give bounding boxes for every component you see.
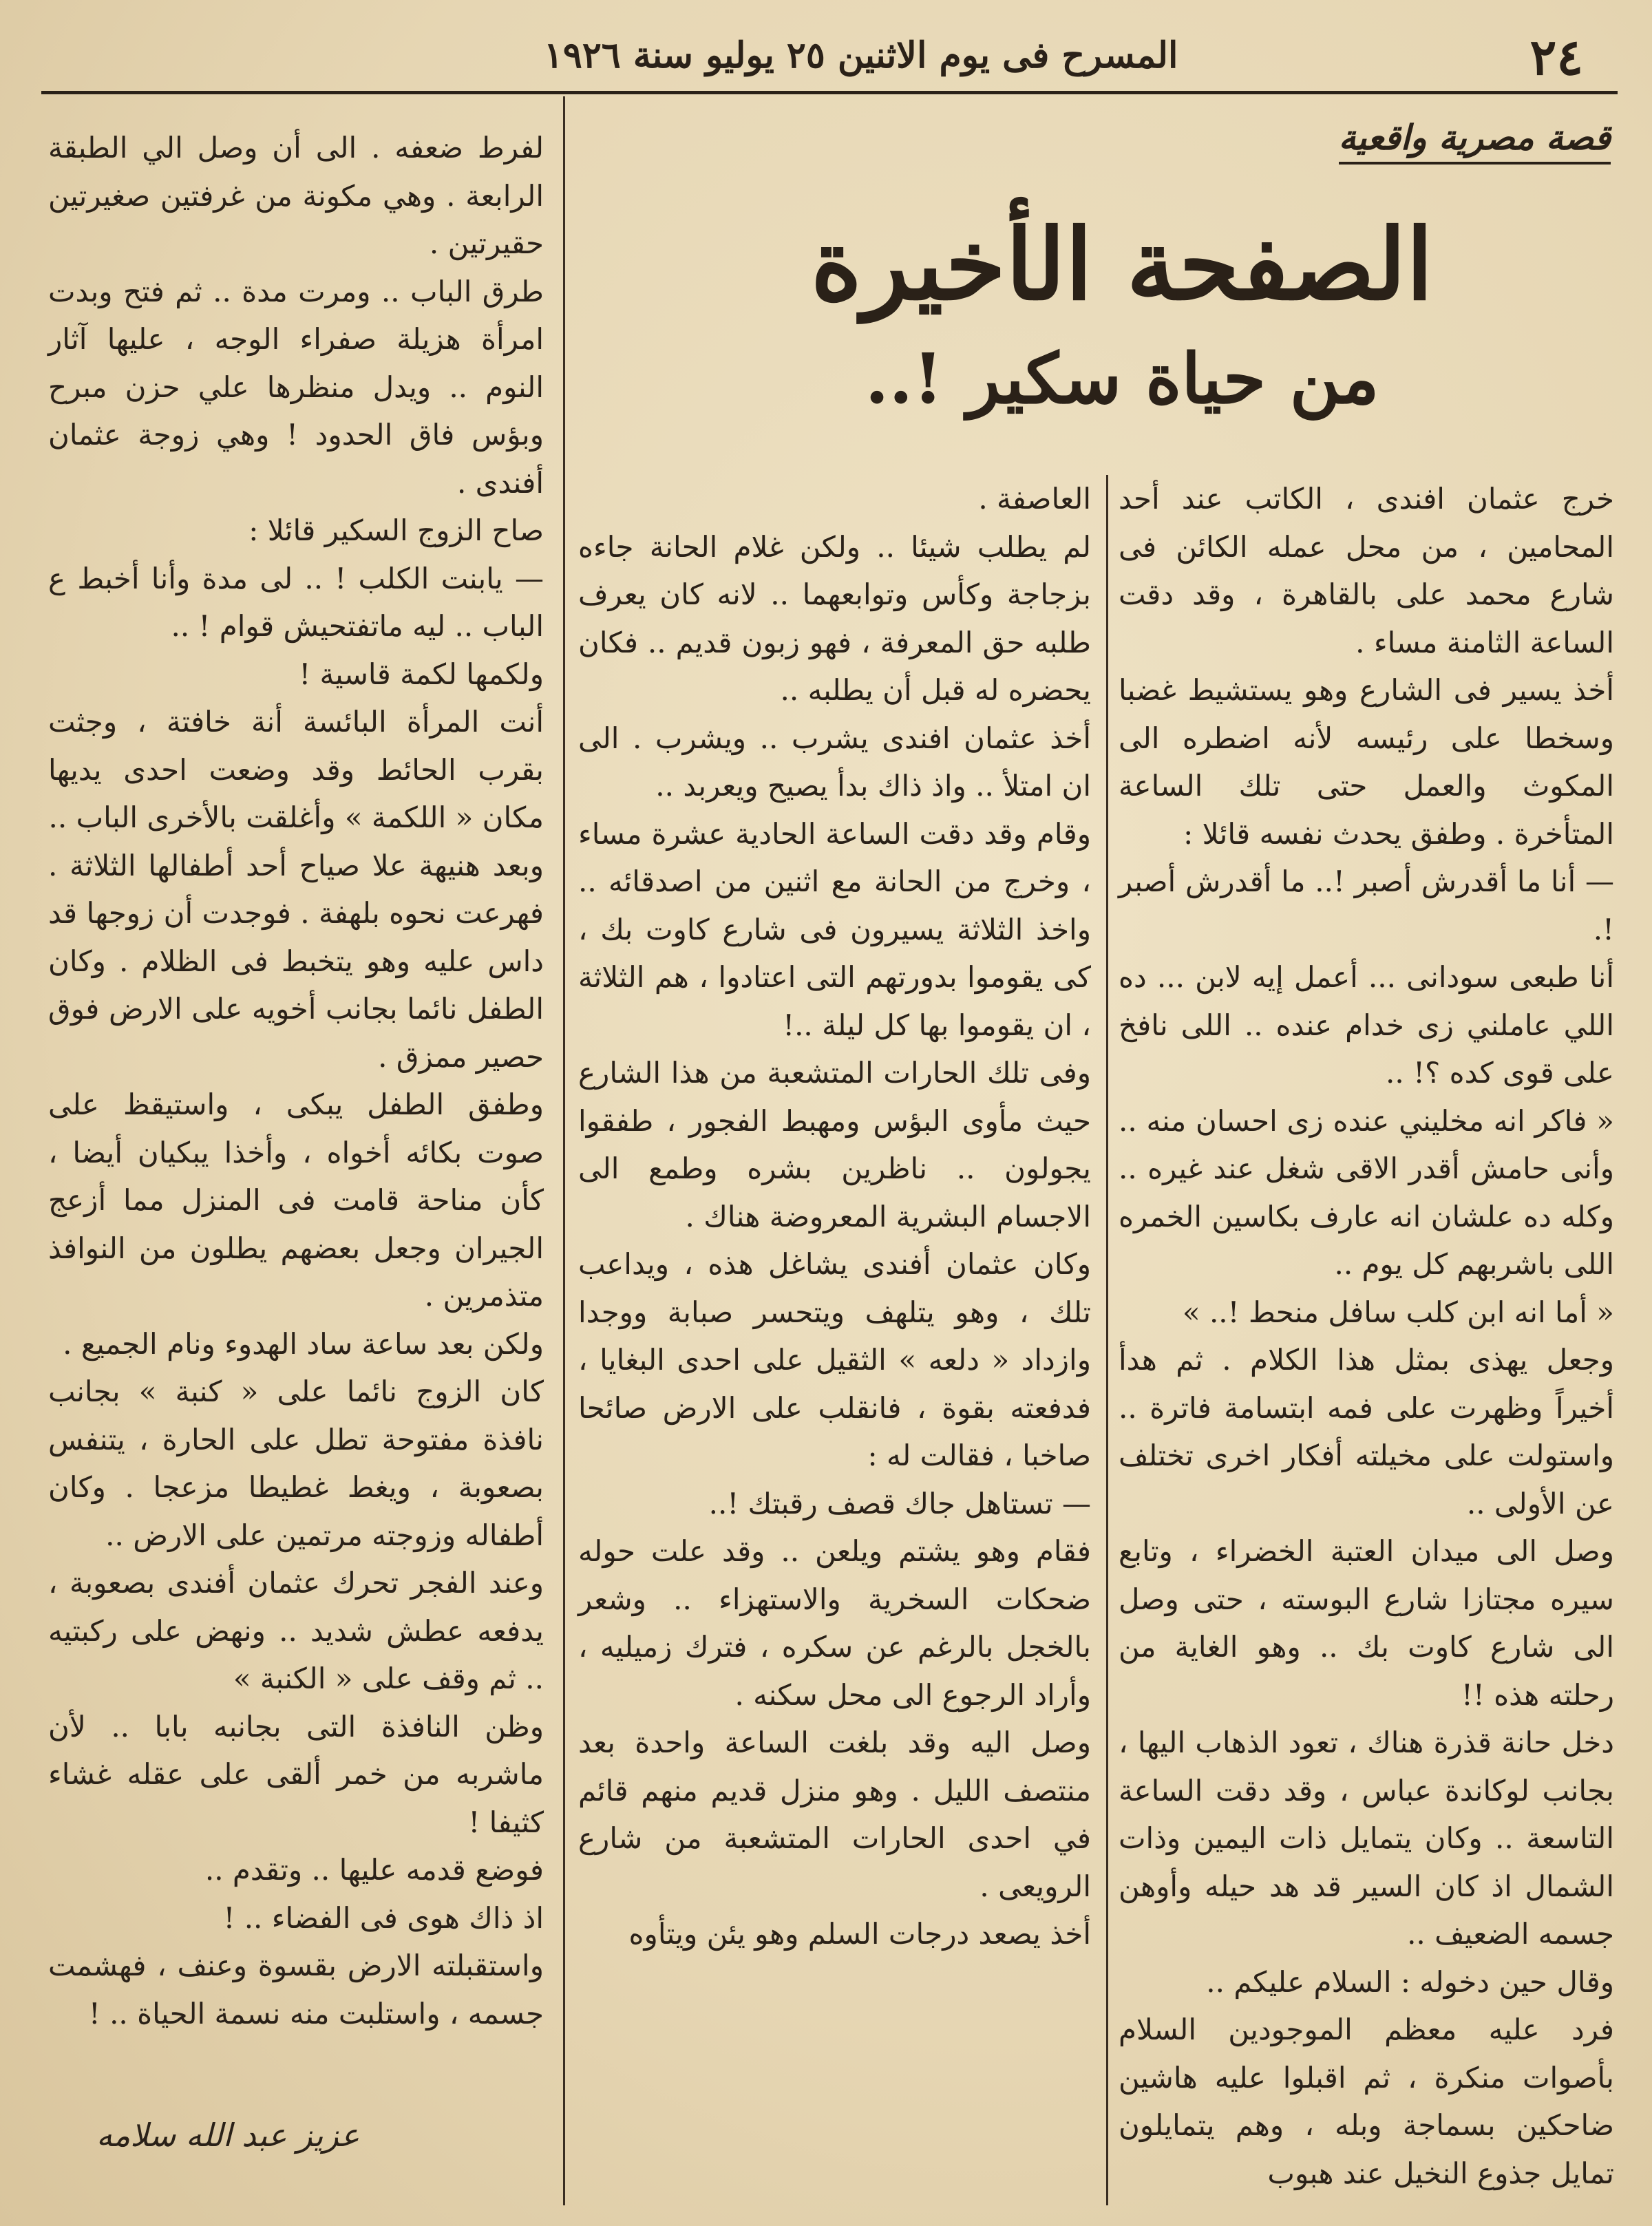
article-subtitle: من حياة سكير !.. [865,338,1379,419]
paragraph: وصل اليه وقد بلغت الساعة واحدة بعد منتصف الليل . وهو منزل قديم منهم قائم في احدى الحارات المتشعبة من شارع الرويعى . [578,1726,1091,1903]
paragraph: طرق الباب .. ومرت مدة .. ثم فتح وبدت امرأة هزيلة صفراء الوجه ، عليها آثار النوم .. ويدل منظرها علي حزن مبرح وبؤس فاق الحدود ! وهي زوجة عثمان أفندى . [48,274,544,500]
running-head: المسرح فى يوم الاثنين ٢٥ يوليو سنة ١٩٢٦ [544,34,1178,76]
paragraph: وفى تلك الحارات المتشعبة من هذا الشارع حيث مأوى البؤس ومهبط الفجور ، طفقوا يجولون .. ناظرين بشره وطمع الى الاجسام البشرية المعروضة هناك . [578,1056,1091,1233]
paragraph: واستقبلته الارض بقسوة وعنف ، فهشمت جسمه ، واستلبت منه نسمة الحياة .. ! [48,1949,544,2031]
article-title: الصفحة الأخيرة [810,208,1434,322]
paragraph: أخذ عثمان افندى يشرب .. ويشرب . الى ان امتلأ .. واذ ذاك بدأ يصيح ويعربد .. [578,721,1091,803]
article-kicker: قصة مصرية واقعية [1339,117,1611,165]
paragraph: فوضع قدمه عليها .. وتقدم .. [204,1853,544,1887]
column-right [1119,475,1614,2197]
paragraph: كان الزوج نائما على « كنبة » بجانب نافذة مفتوحة تطل على الحارة ، يتنفس بصعوبة ، ويغط غطيطا مزعجا . وكان أطفاله وزوجته مرتمين على الارض .. [48,1375,544,1552]
paragraph: لم يطلب شيئا .. ولكن غلام الحانة جاءه بزجاجة وكأس وتوابعهما .. لانه كان يعرف طلبه حق المعرفة ، فهو زبون قديم .. فكان يحضره له قبل أن يطلبه .. [578,529,1091,707]
page-header [41,28,1611,89]
paragraph: — أنا ما أقدرش أصبر !.. ما أقدرش أصبر !. [1119,865,1614,946]
paragraph: وقام وقد دقت الساعة الحادية عشرة مساء ، وخرج من الحانة مع اثنين من اصدقائه .. واخذ الثلاثة يسيرون فى شارع كاوت بك ، كى يقوموا بدورتهم التى اعتادوا ، هم الثلاثة ، ان يقوموا بها كل ليلة ..! [578,816,1091,1042]
paragraph: وعند الفجر تحرك عثمان أفندى بصعوبة ، يدفعه عطش شديد .. ونهض على ركبتيه .. ثم وقف على « الكنبة » [48,1566,544,1695]
paragraph: وكان عثمان أفندى يشاغل هذه ، ويداعب تلك ، وهو يتلهف ويتحسر صبابة ووجدا وازداد « دلعه » الثقيل على احدى البغايا ، فدفعته بقوة ، فانقلب على الارض صائحا صاخبا ، فقالت له : [578,1247,1091,1472]
paragraph: أخذ يسير فى الشارع وهو يستشيط غضبا وسخطا على رئيسه لأنه اضطره الى المكوث والعمل حتى تلك الساعة المتأخرة . وطفق يحدث نفسه قائلا : [1119,673,1614,851]
header-rule [41,91,1618,94]
page-number: ٢٤ [1529,28,1583,86]
paragraph: فرد عليه معظم الموجودين السلام بأصوات منكرة ، ثم اقبلوا عليه هاشين ضاحكين بسماجة وبله ، وهم يتمايلون تمايل جذوع النخيل عند هبوب [1119,2013,1614,2190]
paragraph: — يابنت الكلب ! .. لى مدة وأنا أخبط ع الباب .. ليه ماتفتحيش قوام ! .. [48,561,544,643]
paragraph: أخذ يصعد درجات السلم وهو يئن ويتأوه [628,1917,1091,1951]
paragraph: أنا طبعى سودانى ... أعمل إيه لابن ... ده اللي عاملني زى خدام عنده .. اللى نافخ على قوى كده ؟! .. [1119,960,1614,1090]
author-signature: عزيز عبد الله سلامه [96,2117,360,2154]
paragraph: « فاكر انه مخليني عنده زى احسان منه .. وأنى حامش أقدر الاقى شغل عند غيره .. وكله ده علشان انه عارف بكاسين الخمره اللى باشربهم كل يوم .. [1119,1103,1614,1281]
paragraph: وقال حين دخوله : السلام عليكم .. [1206,1964,1614,1999]
paragraph: وبعد هنيهة علا صياح أحد أطفالها الثلاثة . فهرعت نحوه بلهفة . فوجدت أن زوجها قد داس عليه وهو يتخبط فى الظلام . وكان الطفل نائما بجانب أخويه على الارض فوق حصير ممزق . [48,848,544,1074]
paragraph: ولكن بعد ساعة ساد الهدوء ونام الجميع . [63,1326,544,1361]
column-middle [578,475,1091,1958]
paragraph: صاح الزوج السكير قائلا : [248,513,544,547]
column-left [48,124,544,2037]
paragraph: لفرط ضعفه . الى أن وصل الي الطبقة الرابعة . وهي مكونة من غرفتين صغيرتين حقيرتين . [48,131,544,260]
paragraph: خرج عثمان افندى ، الكاتب عند أحد المحامين ، من محل عمله الكائن فى شارع محمد على بالقاهرة ، وقد دقت الساعة الثامنة مساء . [1119,482,1614,659]
paragraph: وطفق الطفل يبكى ، واستيقظ على صوت بكائه أخواه ، وأخذا يبكيان أيضا ، كأن مناحة قامت فى المنزل مما أزعج الجيران وجعل بعضهم يطلون من النوافذ متذمرين . [48,1088,544,1313]
column-divider-left [563,96,565,2205]
paragraph: اذ ذاك هوى فى الفضاء .. ! [223,1900,544,1935]
column-divider-right [1106,475,1108,2205]
paragraph: أنت المرأة البائسة أنة خافتة ، وجثت بقرب الحائط وقد وضعت احدى يديها مكان « اللكمة » وأغلقت بالأخرى الباب .. [48,705,544,834]
paragraph: دخل حانة قذرة هناك ، تعود الذهاب اليها ، بجانب لوكاندة عباس ، وقد دقت الساعة التاسعة .. وكان يتمايل ذات اليمين وذات الشمال اذ كان السير قد هد حيله وأوهن جسمه الضعيف .. [1119,1726,1614,1951]
paragraph: — تستاهل جاك قصف رقبتك !.. [708,1486,1091,1520]
paragraph: فقام وهو يشتم ويلعن .. وقد علت حوله ضحكات السخرية والاستهزاء .. وشعر بالخجل بالرغم عن سكره ، فترك زميليه ، وأراد الرجوع الى محل سكنه . [578,1534,1091,1712]
paragraph: ولكمها لكمة قاسية ! [299,657,544,691]
paragraph: وظن النافذة التى بجانبه بابا .. لأن ماشربه من خمر ألقى على عقله غشاء كثيفا ! [48,1709,544,1839]
paragraph: وصل الى ميدان العتبة الخضراء ، وتابع سيره مجتازا شارع البوسته ، حتى وصل الى شارع كاوت بك .. وهو الغاية من رحلته هذه !! [1119,1534,1614,1712]
paragraph: وجعل يهذى بمثل هذا الكلام . ثم هدأ أخيراً وظهرت على فمه ابتسامة فاترة .. واستولت على مخيلته أفكار اخرى تختلف عن الأولى .. [1119,1343,1614,1520]
paragraph: « أما انه ابن كلب سافل منحط !.. » [1182,1295,1614,1329]
paragraph: العاصفة . [978,482,1091,516]
